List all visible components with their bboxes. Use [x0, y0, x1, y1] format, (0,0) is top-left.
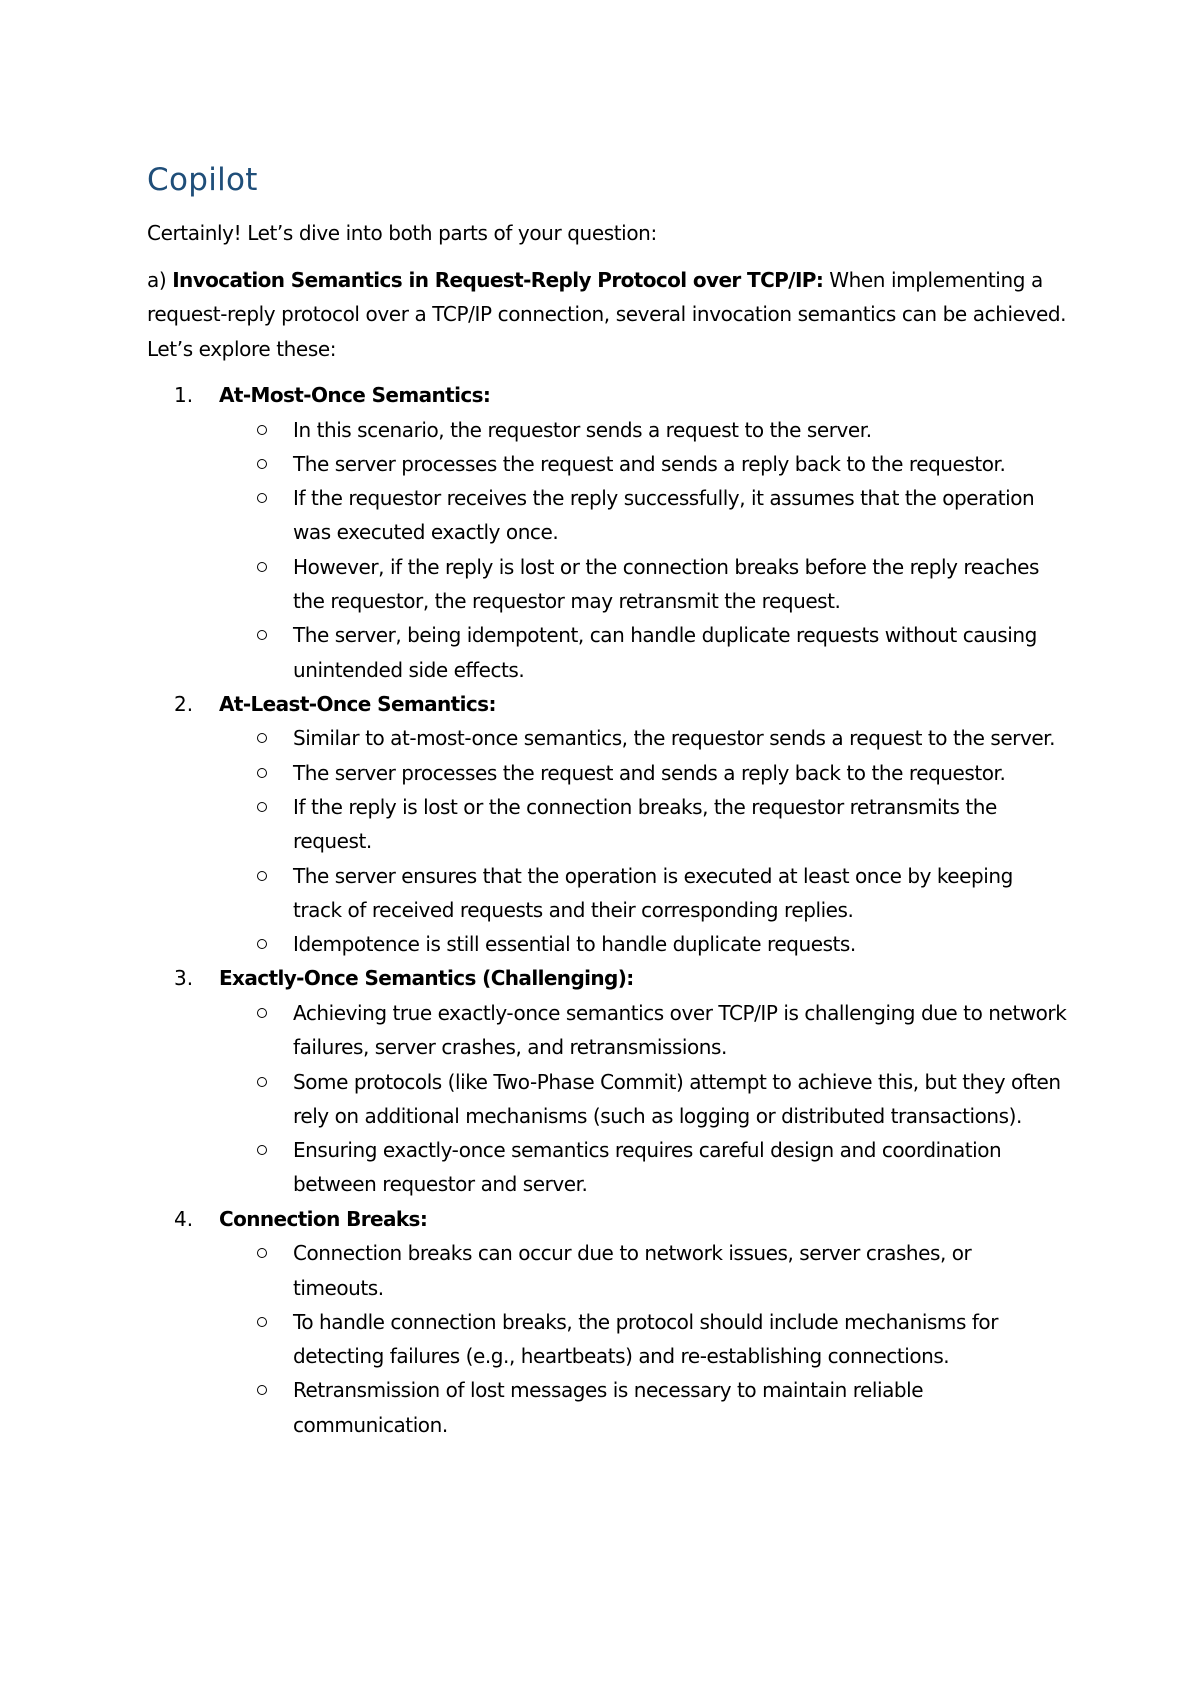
section-number: 1. — [174, 383, 194, 407]
hollow-circle-bullet-icon — [257, 1248, 267, 1258]
hollow-circle-bullet-icon — [257, 733, 267, 743]
bullet-text: Connection breaks can occur due to network issues, server crashes, or timeouts. — [293, 1241, 972, 1300]
bullet-text: In this scenario, the requestor sends a request to the server. — [293, 417, 872, 442]
bullet-text: Idempotence is still essential to handle duplicate requests. — [293, 932, 856, 957]
section-number: 2. — [174, 691, 194, 716]
hollow-circle-bullet-icon — [257, 1008, 267, 1018]
section-item — [147, 687, 1067, 962]
section-heading-text: At-Most-Once Semantics: — [219, 383, 491, 407]
bullet-item — [147, 1065, 1067, 1134]
section-number: 3. — [174, 966, 194, 991]
bullet-text: Achieving true exactly-once semantics over TCP/IP is challenging due to network failures, server crashes, and retransmissions. — [293, 1000, 1067, 1060]
bullet-text: The server processes the request and sends a reply back to the requestor. — [293, 451, 1006, 476]
bullet-item — [147, 996, 1067, 1065]
section-heading-text: Connection Breaks: — [219, 1206, 428, 1231]
section-number: 4. — [174, 1206, 194, 1231]
part-a-heading: Invocation Semantics in Request-Reply Protocol over TCP/IP: — [172, 267, 824, 292]
hollow-circle-bullet-icon — [257, 1077, 267, 1087]
bullet-item — [147, 859, 1067, 928]
bullet-item — [147, 721, 1067, 755]
section-item — [147, 378, 1067, 687]
hollow-circle-bullet-icon — [257, 562, 267, 572]
bullet-text: Similar to at-most-once semantics, the requestor sends a request to the server. — [293, 726, 1056, 751]
bullet-text: The server processes the request and sends a reply back to the requestor. — [293, 760, 1006, 785]
section-heading — [147, 1202, 1067, 1237]
bullet-item — [147, 550, 1067, 619]
section-heading-text: At-Least-Once Semantics: — [219, 691, 496, 716]
hollow-circle-bullet-icon — [257, 802, 267, 812]
document-page — [147, 158, 1067, 1442]
hollow-circle-bullet-icon — [257, 1385, 267, 1395]
part-a-prefix: a) — [147, 267, 173, 292]
section-heading-text: Exactly-Once Semantics (Challenging): — [219, 966, 634, 991]
bullet-item — [147, 481, 1067, 550]
bullet-text: If the requestor receives the reply successfully, it assumes that the operation was executed exactly once. — [293, 486, 1035, 545]
hollow-circle-bullet-icon — [257, 459, 267, 469]
semantics-list — [147, 378, 1067, 1442]
bullet-text: Retransmission of lost messages is necessary to maintain reliable communication. — [293, 1378, 924, 1437]
bullet-item — [147, 1236, 1067, 1305]
hollow-circle-bullet-icon — [257, 425, 267, 435]
hollow-circle-bullet-icon — [257, 1145, 267, 1155]
bullet-item — [147, 1373, 1067, 1442]
section-heading — [147, 378, 1067, 413]
bullet-text: If the reply is lost or the connection breaks, the requestor retransmits the request. — [293, 794, 997, 854]
bullet-text: However, if the reply is lost or the connection breaks before the reply reaches the requestor, the requestor may retransmit the request. — [293, 554, 1040, 613]
bullet-item — [147, 756, 1067, 790]
section-item — [147, 961, 1067, 1201]
section-heading — [147, 687, 1067, 722]
hollow-circle-bullet-icon — [257, 768, 267, 778]
bullet-list — [147, 1236, 1067, 1442]
hollow-circle-bullet-icon — [257, 1317, 267, 1327]
part-a-text: When implementing a request-reply protocol over a TCP/IP connection, several invocation semantics can be achieved. Let’s explore these: — [147, 267, 1067, 361]
document-title: Copilot — [147, 162, 258, 198]
bullet-item — [147, 413, 1067, 447]
bullet-text: The server, being idempotent, can handle duplicate requests without causing unintended side effects. — [293, 623, 1037, 682]
intro-paragraph: Certainly! Let’s dive into both parts of your question: — [147, 221, 657, 245]
bullet-text: Ensuring exactly-once semantics requires careful design and coordination between requestor and server. — [293, 1138, 1002, 1197]
bullet-item — [147, 1305, 1067, 1374]
bullet-item — [147, 1133, 1067, 1202]
hollow-circle-bullet-icon — [257, 871, 267, 881]
hollow-circle-bullet-icon — [257, 630, 267, 640]
bullet-item — [147, 447, 1067, 481]
bullet-text: To handle connection breaks, the protocol should include mechanisms for detecting failures (e.g., heartbeats) and re-establishing connections. — [293, 1309, 998, 1369]
section-heading — [147, 961, 1067, 996]
hollow-circle-bullet-icon — [257, 939, 267, 949]
bullet-list — [147, 996, 1067, 1202]
section-item — [147, 1202, 1067, 1442]
bullet-item — [147, 618, 1067, 687]
bullet-list — [147, 721, 1067, 961]
bullet-item — [147, 790, 1067, 859]
hollow-circle-bullet-icon — [257, 493, 267, 503]
bullet-text: Some protocols (like Two-Phase Commit) attempt to achieve this, but they often rely on additional mechanisms (such as logging or distributed transactions). — [293, 1069, 1061, 1128]
part-a-paragraph — [147, 263, 1067, 367]
bullet-text: The server ensures that the operation is executed at least once by keeping track of received requests and their corresponding replies. — [293, 863, 1013, 922]
bullet-item — [147, 927, 1067, 961]
bullet-list — [147, 413, 1067, 687]
